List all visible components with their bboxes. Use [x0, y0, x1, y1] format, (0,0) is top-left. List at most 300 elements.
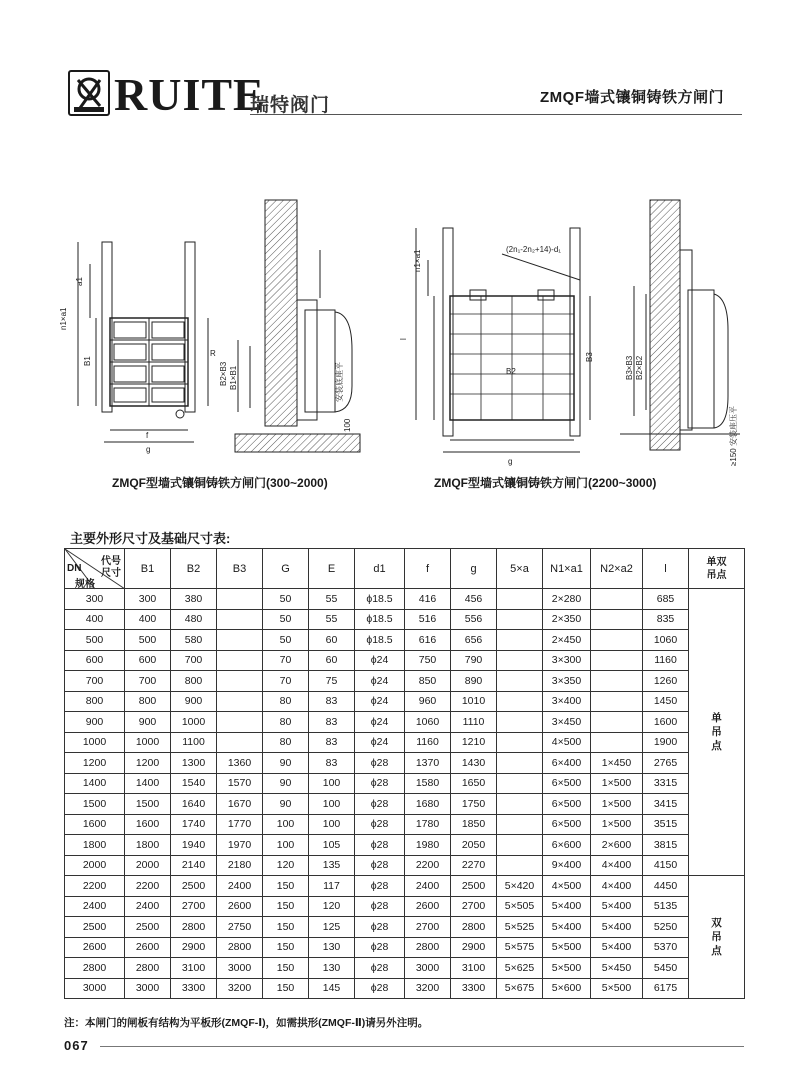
- table-cell: 5×400: [591, 917, 643, 938]
- table-cell: 125: [309, 917, 355, 938]
- table-cell: 2×350: [543, 609, 591, 630]
- table-cell: 800: [125, 691, 171, 712]
- table-cell: 1600: [125, 814, 171, 835]
- lift-label-char: 点: [711, 945, 722, 957]
- install-base-label: 安装底座平: [335, 362, 344, 402]
- table-cell: 120: [263, 855, 309, 876]
- table-cell: 580: [171, 630, 217, 651]
- table-cell: 1110: [451, 712, 497, 733]
- table-cell: [497, 732, 543, 753]
- table-cell: 1360: [217, 753, 263, 774]
- table-cell: ϕ28: [355, 978, 405, 999]
- offset-150-label: ≥150 安装座压平: [729, 406, 738, 466]
- table-cell: 3300: [171, 978, 217, 999]
- lift-label-char: 双: [711, 917, 722, 929]
- table-cell: 90: [263, 773, 309, 794]
- double-lift-cell: [689, 876, 745, 999]
- svg-text:B1: B1: [83, 356, 92, 366]
- table-cell: 1500: [125, 794, 171, 815]
- table-cell: 835: [643, 609, 689, 630]
- table-cell: 1650: [451, 773, 497, 794]
- table-cell: [591, 650, 643, 671]
- table-cell: 2400: [217, 876, 263, 897]
- table-cell: 685: [643, 589, 689, 610]
- table-cell: 100: [309, 814, 355, 835]
- table-cell: 120: [309, 896, 355, 917]
- table-cell: [217, 671, 263, 692]
- svg-text:B3×B3: B3×B3: [625, 355, 634, 380]
- table-row: [65, 814, 745, 835]
- table-cell: 1980: [405, 835, 451, 856]
- table-cell: 750: [405, 650, 451, 671]
- dn-cell: 1800: [65, 835, 125, 856]
- table-cell: 1580: [405, 773, 451, 794]
- table-cell: 1800: [125, 835, 171, 856]
- table-cell: 83: [309, 732, 355, 753]
- table-cell: [217, 691, 263, 712]
- svg-text:B2: B2: [506, 367, 516, 376]
- dn-cell: 1400: [65, 773, 125, 794]
- table-cell: 90: [263, 753, 309, 774]
- table-cell: ϕ28: [355, 855, 405, 876]
- header-rule: [250, 114, 742, 115]
- table-cell: 4×400: [591, 876, 643, 897]
- lift-point-header: [689, 549, 745, 589]
- column-header: B1: [125, 549, 171, 589]
- table-cell: 960: [405, 691, 451, 712]
- drawing-caption-large: ZMQF型墙式镶铜铸铁方闸门(2200~3000): [434, 476, 657, 490]
- table-row: [65, 589, 745, 610]
- table-cell: 3415: [643, 794, 689, 815]
- table-cell: 150: [263, 876, 309, 897]
- table-cell: 100: [309, 794, 355, 815]
- table-cell: 2600: [405, 896, 451, 917]
- table-cell: 616: [405, 630, 451, 651]
- table-title: 主要外形尺寸及基础尺寸表:: [70, 531, 231, 546]
- table-cell: [591, 691, 643, 712]
- table-cell: 1680: [405, 794, 451, 815]
- table-cell: 150: [263, 917, 309, 938]
- table-cell: 105: [309, 835, 355, 856]
- dn-cell: 2000: [65, 855, 125, 876]
- table-cell: 6×500: [543, 794, 591, 815]
- table-cell: [497, 753, 543, 774]
- table-cell: 700: [171, 650, 217, 671]
- footer-rule: [100, 1046, 744, 1047]
- table-cell: 656: [451, 630, 497, 651]
- table-cell: 150: [263, 896, 309, 917]
- table-row: [65, 896, 745, 917]
- table-cell: 75: [309, 671, 355, 692]
- column-header: B2: [171, 549, 217, 589]
- page-title: ZMQF墙式镶铜铸铁方闸门: [540, 89, 724, 106]
- drawing-caption-small: ZMQF型墙式镶铜铸铁方闸门(300~2000): [112, 476, 328, 490]
- column-header: B3: [217, 549, 263, 589]
- table-cell: 800: [171, 671, 217, 692]
- lift-header-line: 吊点: [706, 569, 727, 581]
- table-cell: 6×600: [543, 835, 591, 856]
- table-cell: [217, 650, 263, 671]
- table-cell: 70: [263, 650, 309, 671]
- dn-cell: 600: [65, 650, 125, 671]
- svg-text:g: g: [146, 445, 151, 454]
- table-cell: 480: [171, 609, 217, 630]
- table-cell: 2140: [171, 855, 217, 876]
- page-header: [0, 0, 800, 120]
- table-cell: ϕ28: [355, 958, 405, 979]
- table-cell: 1780: [405, 814, 451, 835]
- column-header: G: [263, 549, 309, 589]
- table-cell: 1540: [171, 773, 217, 794]
- table-cell: 516: [405, 609, 451, 630]
- table-cell: [591, 589, 643, 610]
- table-cell: 3×450: [543, 712, 591, 733]
- table-cell: [497, 814, 543, 835]
- table-cell: 55: [309, 589, 355, 610]
- table-cell: ϕ28: [355, 773, 405, 794]
- table-cell: 1940: [171, 835, 217, 856]
- table-cell: 2×600: [591, 835, 643, 856]
- table-cell: 5×450: [591, 958, 643, 979]
- offset-100-label: 100: [343, 418, 352, 432]
- table-cell: 900: [171, 691, 217, 712]
- lift-label-char: 吊: [711, 726, 722, 738]
- table-cell: 1160: [405, 732, 451, 753]
- column-header: f: [405, 549, 451, 589]
- table-cell: 2270: [451, 855, 497, 876]
- table-cell: 130: [309, 937, 355, 958]
- table-row: [65, 691, 745, 712]
- table-cell: 150: [263, 958, 309, 979]
- table-cell: 60: [309, 630, 355, 651]
- table-cell: 1900: [643, 732, 689, 753]
- table-cell: 3100: [451, 958, 497, 979]
- table-cell: 150: [263, 978, 309, 999]
- table-cell: 4450: [643, 876, 689, 897]
- table-row: [65, 917, 745, 938]
- table-cell: 5450: [643, 958, 689, 979]
- table-cell: ϕ28: [355, 835, 405, 856]
- table-cell: [497, 712, 543, 733]
- table-cell: 2800: [451, 917, 497, 938]
- dn-cell: 300: [65, 589, 125, 610]
- svg-text:n1×a1: n1×a1: [413, 249, 422, 272]
- table-cell: 2900: [451, 937, 497, 958]
- svg-text:R: R: [210, 349, 216, 358]
- svg-text:g: g: [508, 457, 513, 466]
- table-cell: 3000: [405, 958, 451, 979]
- corner-dn-label: DN: [67, 563, 82, 574]
- dn-cell: 2800: [65, 958, 125, 979]
- table-cell: ϕ28: [355, 896, 405, 917]
- dn-cell: 2600: [65, 937, 125, 958]
- dn-cell: 1000: [65, 732, 125, 753]
- table-cell: 6175: [643, 978, 689, 999]
- column-header: d1: [355, 549, 405, 589]
- table-cell: 700: [125, 671, 171, 692]
- table-cell: 5×400: [591, 896, 643, 917]
- table-cell: 380: [171, 589, 217, 610]
- table-cell: 3200: [405, 978, 451, 999]
- table-cell: 400: [125, 609, 171, 630]
- table-cell: ϕ28: [355, 876, 405, 897]
- table-cell: 4×500: [543, 732, 591, 753]
- table-cell: 3200: [217, 978, 263, 999]
- table-row: [65, 712, 745, 733]
- table-cell: 1370: [405, 753, 451, 774]
- table-cell: 1×500: [591, 814, 643, 835]
- table-cell: 50: [263, 609, 309, 630]
- table-cell: ϕ24: [355, 691, 405, 712]
- table-cell: 90: [263, 794, 309, 815]
- table-cell: 2200: [405, 855, 451, 876]
- table-cell: 1010: [451, 691, 497, 712]
- corner-size-label: 尺寸: [101, 568, 121, 579]
- table-cell: 300: [125, 589, 171, 610]
- table-cell: 5×400: [591, 937, 643, 958]
- table-cell: 1750: [451, 794, 497, 815]
- table-cell: 3100: [171, 958, 217, 979]
- table-cell: ϕ28: [355, 917, 405, 938]
- table-cell: 1210: [451, 732, 497, 753]
- table-cell: [591, 630, 643, 651]
- table-cell: 4×400: [591, 855, 643, 876]
- table-cell: 1060: [405, 712, 451, 733]
- table-cell: 5250: [643, 917, 689, 938]
- dn-cell: 500: [65, 630, 125, 651]
- table-cell: 790: [451, 650, 497, 671]
- svg-text:f: f: [146, 431, 149, 440]
- table-cell: 5370: [643, 937, 689, 958]
- table-cell: 2500: [171, 876, 217, 897]
- table-cell: ϕ24: [355, 650, 405, 671]
- table-cell: 3×350: [543, 671, 591, 692]
- table-cell: 416: [405, 589, 451, 610]
- svg-text:B2×B3: B2×B3: [219, 361, 228, 386]
- table-cell: 80: [263, 732, 309, 753]
- table-cell: [497, 691, 543, 712]
- table-cell: ϕ18.5: [355, 589, 405, 610]
- lift-label-char: 吊: [711, 931, 722, 943]
- table-cell: [217, 630, 263, 651]
- table-cell: 70: [263, 671, 309, 692]
- footnote: 注：本闸门的闸板有结构为平板形(ZMQF-Ⅰ)，如需拱形(ZMQF-Ⅱ)请另外注明。: [64, 1017, 429, 1029]
- dn-cell: 1600: [65, 814, 125, 835]
- table-row: [65, 753, 745, 774]
- dn-cell: 1200: [65, 753, 125, 774]
- table-cell: 117: [309, 876, 355, 897]
- table-row: [65, 609, 745, 630]
- table-cell: 100: [263, 835, 309, 856]
- table-cell: 3000: [217, 958, 263, 979]
- small-gate-side-view: [235, 200, 360, 452]
- table-cell: [497, 589, 543, 610]
- table-cell: 80: [263, 691, 309, 712]
- table-cell: [591, 671, 643, 692]
- column-header: N1×a1: [543, 549, 591, 589]
- table-row: [65, 876, 745, 897]
- table-row: [65, 773, 745, 794]
- table-cell: ϕ24: [355, 712, 405, 733]
- table-cell: 2700: [171, 896, 217, 917]
- table-cell: 130: [309, 958, 355, 979]
- table-cell: 3×300: [543, 650, 591, 671]
- table-cell: 4×500: [543, 876, 591, 897]
- table-cell: 1970: [217, 835, 263, 856]
- table-cell: 2400: [405, 876, 451, 897]
- large-gate-side-view: [620, 200, 740, 450]
- table-cell: 2800: [405, 937, 451, 958]
- column-header: g: [451, 549, 497, 589]
- table-cell: 5×400: [543, 896, 591, 917]
- svg-text:B1×B1: B1×B1: [229, 365, 238, 390]
- table-cell: 2800: [171, 917, 217, 938]
- table-cell: 1×500: [591, 794, 643, 815]
- table-cell: 900: [125, 712, 171, 733]
- dn-cell: 2500: [65, 917, 125, 938]
- dn-cell: 1500: [65, 794, 125, 815]
- single-lift-cell: [689, 589, 745, 876]
- table-cell: 80: [263, 712, 309, 733]
- table-cell: [217, 712, 263, 733]
- table-row: [65, 958, 745, 979]
- table-cell: 1000: [125, 732, 171, 753]
- column-header: N2×a2: [591, 549, 643, 589]
- table-cell: [497, 773, 543, 794]
- table-cell: 3300: [451, 978, 497, 999]
- table-cell: 6×400: [543, 753, 591, 774]
- table-body: [65, 589, 745, 999]
- corner-code-label: 代号: [101, 556, 121, 567]
- table-cell: 5×500: [543, 958, 591, 979]
- table-cell: 2×280: [543, 589, 591, 610]
- table-cell: 100: [263, 814, 309, 835]
- dn-cell: 700: [65, 671, 125, 692]
- table-cell: 6×500: [543, 814, 591, 835]
- table-cell: 55: [309, 609, 355, 630]
- table-cell: 2400: [125, 896, 171, 917]
- table-cell: 1060: [643, 630, 689, 651]
- table-cell: 2800: [217, 937, 263, 958]
- table-cell: [497, 630, 543, 651]
- table-cell: ϕ28: [355, 753, 405, 774]
- table-cell: 2750: [217, 917, 263, 938]
- column-header: l: [643, 549, 689, 589]
- table-row: [65, 671, 745, 692]
- dn-cell: 2200: [65, 876, 125, 897]
- page-number: 067: [64, 1038, 89, 1053]
- table-cell: 1260: [643, 671, 689, 692]
- table-cell: 2500: [451, 876, 497, 897]
- table-cell: 1600: [643, 712, 689, 733]
- table-cell: 1300: [171, 753, 217, 774]
- table-row: [65, 630, 745, 651]
- table-cell: 2500: [125, 917, 171, 938]
- table-cell: 556: [451, 609, 497, 630]
- table-cell: 5×420: [497, 876, 543, 897]
- dimension-table: [64, 548, 745, 999]
- svg-text:l: l: [399, 338, 408, 340]
- table-cell: 500: [125, 630, 171, 651]
- table-cell: 135: [309, 855, 355, 876]
- table-cell: ϕ24: [355, 732, 405, 753]
- table-cell: 1160: [643, 650, 689, 671]
- table-cell: 850: [405, 671, 451, 692]
- table-cell: 1×500: [591, 773, 643, 794]
- table-cell: 1740: [171, 814, 217, 835]
- table-header-row: [65, 549, 745, 589]
- table-cell: [497, 835, 543, 856]
- table-cell: ϕ28: [355, 937, 405, 958]
- dn-cell: 400: [65, 609, 125, 630]
- brand-name-cn: 瑞特阀门: [250, 95, 331, 116]
- table-row: [65, 937, 745, 958]
- table-cell: 890: [451, 671, 497, 692]
- technical-drawings: [60, 190, 760, 470]
- table-cell: 1×450: [591, 753, 643, 774]
- table-cell: 1200: [125, 753, 171, 774]
- table-cell: [591, 712, 643, 733]
- table-cell: 1850: [451, 814, 497, 835]
- table-row: [65, 732, 745, 753]
- table-cell: [217, 732, 263, 753]
- table-cell: ϕ28: [355, 814, 405, 835]
- table-cell: [497, 855, 543, 876]
- svg-text:n1×a1: n1×a1: [59, 307, 68, 330]
- brand-name: RUITE: [114, 69, 265, 120]
- table-cell: 2700: [405, 917, 451, 938]
- table-cell: [217, 609, 263, 630]
- corner-header-cell: [65, 549, 125, 589]
- lift-label-char: 点: [711, 740, 722, 752]
- table-cell: 1400: [125, 773, 171, 794]
- table-cell: 3315: [643, 773, 689, 794]
- ruite-logo-icon: [68, 70, 110, 116]
- dn-cell: 2400: [65, 896, 125, 917]
- table-cell: 2×450: [543, 630, 591, 651]
- table-cell: 2000: [125, 855, 171, 876]
- table-cell: 9×400: [543, 855, 591, 876]
- table-cell: 145: [309, 978, 355, 999]
- table-cell: 150: [263, 937, 309, 958]
- column-header: 5×a: [497, 549, 543, 589]
- small-gate-front-view: [78, 242, 208, 442]
- table-cell: 3815: [643, 835, 689, 856]
- table-cell: 2800: [125, 958, 171, 979]
- table-cell: 5×400: [543, 917, 591, 938]
- table-cell: [497, 794, 543, 815]
- dn-cell: 900: [65, 712, 125, 733]
- table-cell: 50: [263, 589, 309, 610]
- gate-drawings-svg: [60, 190, 760, 470]
- table-cell: ϕ18.5: [355, 630, 405, 651]
- lift-label-char: 单: [711, 712, 722, 724]
- table-cell: 1640: [171, 794, 217, 815]
- corner-spec-label: 规格: [75, 579, 95, 590]
- svg-text:B3: B3: [585, 352, 594, 362]
- table-cell: 1000: [171, 712, 217, 733]
- table-cell: 2600: [217, 896, 263, 917]
- table-cell: 3515: [643, 814, 689, 835]
- table-cell: 60: [309, 650, 355, 671]
- table-cell: 1100: [171, 732, 217, 753]
- table-cell: 2765: [643, 753, 689, 774]
- table-cell: 5135: [643, 896, 689, 917]
- table-cell: [497, 650, 543, 671]
- table-cell: 1430: [451, 753, 497, 774]
- table-cell: 100: [309, 773, 355, 794]
- table-row: [65, 650, 745, 671]
